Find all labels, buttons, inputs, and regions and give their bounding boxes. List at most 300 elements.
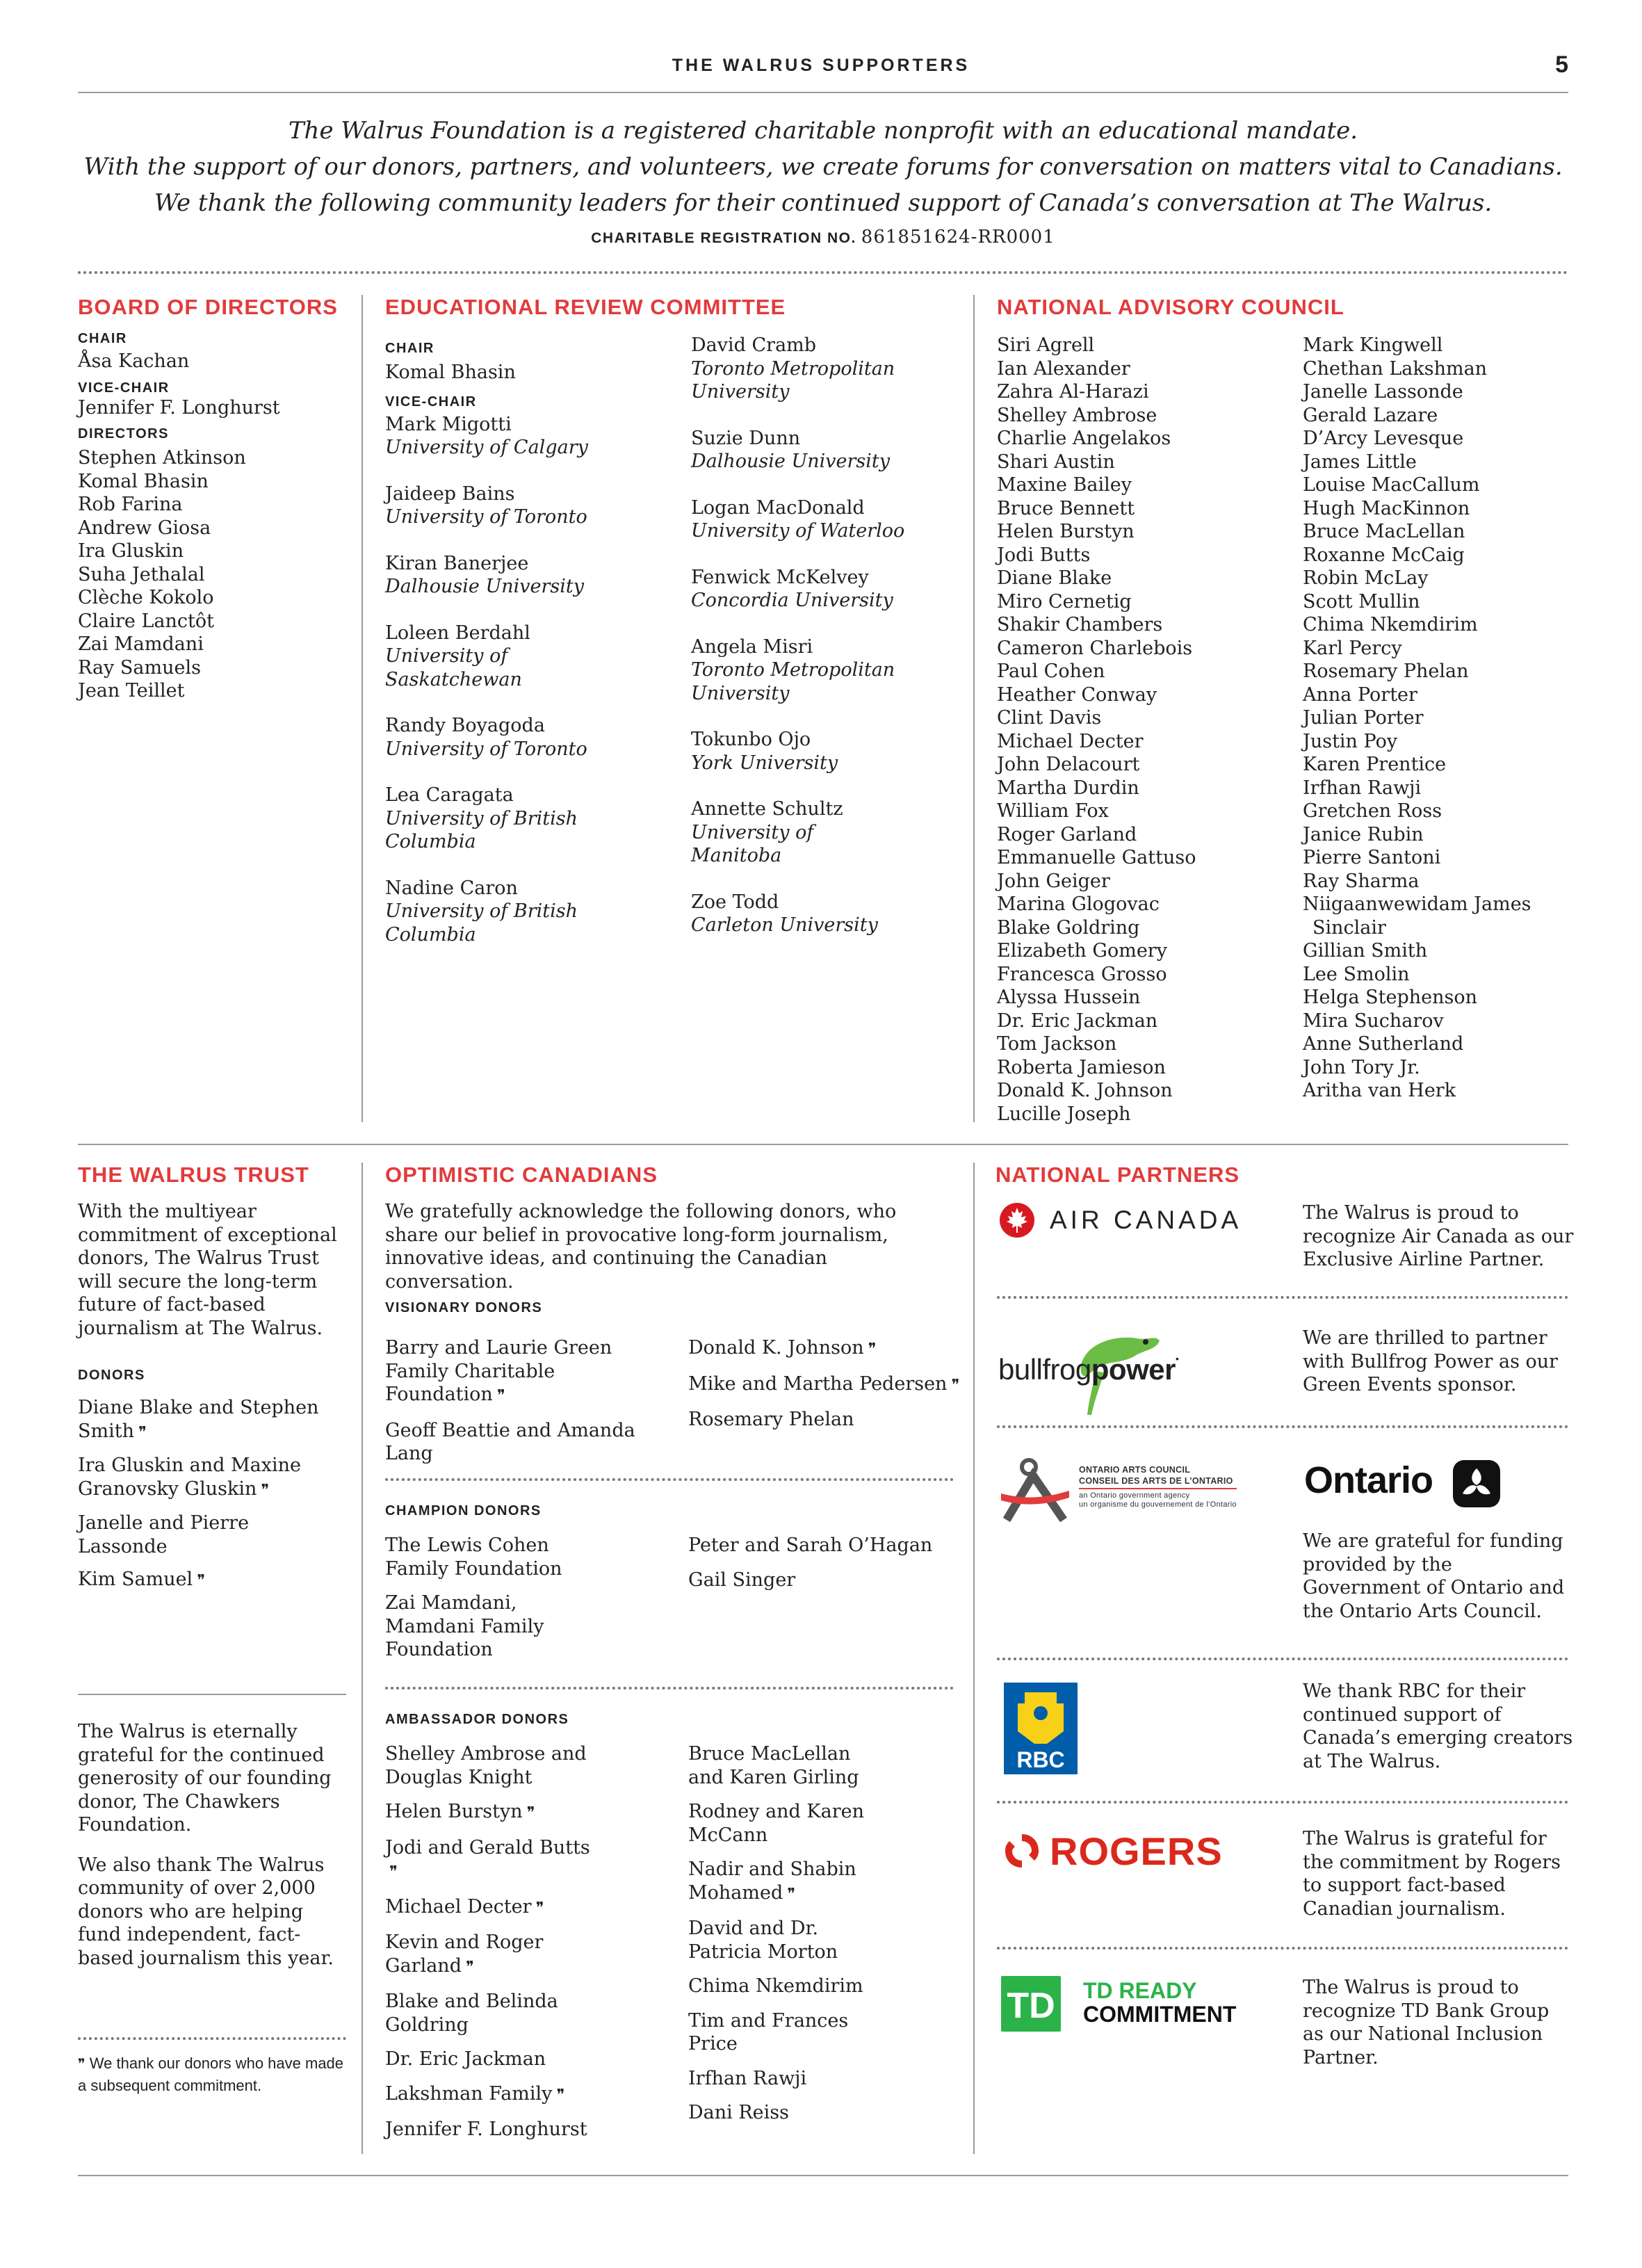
donor-entry — [688, 1336, 966, 1361]
heart-icon: ❞ — [496, 1387, 505, 1404]
donor-entry — [688, 1800, 890, 1847]
rogers-wordmark: ROGERS — [1050, 1829, 1223, 1873]
nac-member: Chethan Lakshman — [1303, 357, 1488, 380]
donor-entry — [385, 1742, 601, 1789]
erc-member-institution: University of Waterloo — [691, 520, 905, 542]
rogers-text: The Walrus is grateful for the commitment by Rogers to support fact-based Canadian journalism. — [1303, 1828, 1561, 1920]
erc-member — [691, 635, 969, 706]
donor-name: Lakshman Family — [385, 2082, 553, 2105]
erc-member-institution: University of British Columbia — [385, 807, 578, 852]
nac-member: John Geiger — [997, 870, 1110, 892]
donor-entry — [688, 1858, 890, 1906]
donor-name: Zai Mamdani, Mamdani Family Foundation — [385, 1592, 544, 1660]
donor-name: Jodi and Gerald Butts — [385, 1836, 590, 1858]
erc-member — [385, 877, 677, 947]
trust-thanks-text: We also thank The Walrus community of over 2,000 donors who are helping fund independent, fact-based journalism this year. — [78, 1854, 334, 1969]
nac-member: Bruce Bennett — [997, 497, 1135, 519]
nac-member: Niigaanwewidam James — [1303, 893, 1531, 915]
nac-member: James Little — [1303, 451, 1417, 473]
champion-column-1 — [385, 1534, 677, 1673]
rogers-logo — [1004, 1829, 1282, 1877]
nac-member: Mark Kingwell — [1303, 334, 1443, 356]
erc-member — [385, 784, 677, 854]
erc-member-name: Suzie Dunn — [691, 427, 801, 449]
nac-member: Charlie Angelakos — [997, 428, 1171, 449]
erc-member-name: Zoe Todd — [691, 891, 779, 913]
heart-icon: ❞ — [951, 1376, 960, 1394]
heart-icon: ❞ — [78, 2055, 86, 2072]
donor-name: The Lewis Cohen Family Foundation — [385, 1534, 562, 1580]
charitable-registration — [78, 227, 1568, 248]
donor-entry — [385, 2118, 601, 2141]
nac-member: Hugh MacKinnon — [1303, 497, 1470, 519]
ambassador-column-2 — [688, 1742, 966, 2136]
donor-name: Nadir and Shabin Mohamed — [688, 1858, 856, 1904]
partner-divider — [997, 1947, 1568, 1950]
nac-member: Julian Porter — [1303, 707, 1424, 729]
nac-member: Anna Porter — [1303, 683, 1417, 706]
walrus-trust — [78, 1163, 349, 1603]
heart-icon: ❞ — [535, 1899, 544, 1917]
erc-member — [385, 622, 677, 692]
rbc-text: We thank RBC for their continued support of Canada’s emerging creators at The Walrus. — [1303, 1680, 1573, 1772]
director-name: Komal Bhasin — [78, 470, 209, 492]
donor-name: Kim Samuel — [78, 1569, 193, 1590]
donor-name: David and Dr. Patricia Morton — [688, 1918, 838, 1963]
ontario-arts-council-logo — [1001, 1457, 1265, 1534]
erc-member-institution: York University — [691, 752, 838, 774]
nac-member: Shakir Chambers — [997, 614, 1163, 635]
donor-name: Tim and Frances Price — [688, 2009, 849, 2055]
erc-member-institution: Dalhousie University — [385, 576, 584, 597]
heart-icon: ❞ — [526, 1804, 535, 1822]
nac-member: Irfhan Rawji — [1303, 777, 1422, 799]
oac-line-3: an Ontario government agency — [1079, 1491, 1190, 1500]
donor-entry — [688, 1372, 966, 1398]
donor-name: Chima Nkemdirim — [688, 1975, 863, 1997]
erc-title: EDUCATIONAL REVIEW COMMITTEE — [385, 295, 786, 319]
footnote-divider — [78, 2037, 346, 2040]
director-name: Ray Samuels — [78, 656, 201, 679]
arts-text: We are grateful for funding provided by the Government of Ontario and the Ontario Arts Council. — [1303, 1530, 1565, 1622]
nac-member: Francesca Grosso — [997, 963, 1167, 985]
trust-gratitude — [78, 1720, 349, 1970]
director-name: Andrew Giosa — [78, 517, 211, 539]
erc-member-name: Tokunbo Ojo — [691, 729, 811, 750]
donor-entry — [78, 1396, 335, 1444]
donor-name: Bruce MacLellan and Karen Girling — [688, 1743, 859, 1788]
nac-member: Gillian Smith — [1303, 940, 1428, 962]
erc-member — [691, 496, 969, 543]
nac-member: Michael Decter — [997, 730, 1144, 752]
erc-member-institution: University of Calgary — [385, 437, 588, 458]
heart-icon: ❞ — [197, 1572, 206, 1589]
donor-entry — [78, 1568, 335, 1593]
donor-entry — [385, 1336, 656, 1408]
director-name: Suha Jethalal — [78, 563, 205, 585]
nac-member: Helga Stephenson — [1303, 987, 1477, 1008]
footer-rule — [78, 2175, 1568, 2176]
nac-member: Tom Jackson — [997, 1033, 1117, 1055]
nac-member: Lucille Joseph — [997, 1103, 1131, 1125]
erc-member-institution: Concordia University — [691, 590, 893, 611]
heart-icon: ❞ — [556, 2086, 565, 2104]
visionary-column-2 — [688, 1336, 966, 1443]
erc-member-name: Mark Migotti — [385, 413, 512, 435]
rbc-logo — [1004, 1683, 1079, 1774]
td-mark: TD — [1007, 1986, 1055, 2026]
erc-member-list — [385, 413, 677, 947]
nac-member: Bruce MacLellan — [1303, 521, 1465, 542]
erc-column-1 — [385, 341, 677, 969]
erc-member — [691, 334, 969, 404]
partner-divider — [997, 1296, 1568, 1299]
intro-statement — [78, 113, 1568, 221]
board-vice-chair: Jennifer F. Longhurst — [78, 396, 280, 419]
nac-member: D’Arcy Levesque — [1303, 428, 1464, 449]
trust-donor-list — [78, 1396, 349, 1593]
ontario-wordmark: Ontario — [1304, 1459, 1433, 1501]
erc-member — [385, 552, 677, 599]
heart-icon: ❞ — [261, 1481, 270, 1499]
trillium-icon — [1452, 1459, 1502, 1509]
column-divider — [361, 295, 363, 1122]
nac-member: Zahra Al-Harazi — [997, 381, 1149, 403]
intro-line: With the support of our donors, partners, and volunteers, we create forums for conversation on matters vital to Canadians. — [83, 153, 1563, 181]
intro-line: We thank the following community leaders for their continued support of Canada’s conversation at The Walrus. — [154, 189, 1493, 217]
nac-member: Janice Rubin — [1303, 823, 1424, 845]
oac-line-2: CONSEIL DES ARTS DE L’ONTARIO — [1079, 1475, 1237, 1489]
nac-member: Justin Poy — [1303, 730, 1398, 752]
nac-member: John Delacourt — [997, 754, 1140, 775]
visionary-donors-label: VISIONARY DONORS — [385, 1300, 543, 1315]
oac-line-1: ONTARIO ARTS COUNCIL — [1079, 1465, 1191, 1475]
erc-chair-label: CHAIR — [385, 341, 434, 356]
erc-member-institution: Carleton University — [691, 914, 878, 936]
erc-member-institution: University of Saskatchewan — [385, 645, 522, 690]
donor-name: Kevin and Roger Garland — [385, 1931, 544, 1977]
nac-member: Robin McLay — [1303, 567, 1429, 589]
erc-member-institution: Dalhousie University — [691, 451, 890, 472]
champion-column-2 — [688, 1534, 966, 1603]
trust-rule — [78, 1694, 346, 1695]
nac-member: Chima Nkemdirim — [1303, 614, 1478, 635]
donor-entry — [688, 1975, 890, 1998]
maple-leaf-icon — [998, 1201, 1036, 1239]
board-of-directors — [78, 295, 356, 703]
nac-member: Karl Percy — [1303, 637, 1402, 659]
rbc-wordmark: RBC — [1016, 1747, 1065, 1772]
nac-member: Siri Agrell — [997, 334, 1095, 356]
donor-entry — [385, 1836, 601, 1884]
td-wordmark — [1083, 1979, 1236, 2026]
ontario-logo — [1304, 1459, 1513, 1514]
erc-member-institution: Toronto Metropolitan University — [691, 659, 895, 704]
director-name: Clèche Kokolo — [78, 587, 214, 608]
nac-member: Shari Austin — [997, 451, 1115, 473]
donor-divider — [385, 1687, 954, 1690]
optimistic-description: We gratefully acknowledge the following donors, who share our belief in provocative long-form journalism, innovative ideas, and continuing the Canadian conversation. — [385, 1201, 897, 1293]
erc-vice-chair-label: VICE-CHAIR — [385, 394, 477, 410]
nac-member: Pierre Santoni — [1303, 847, 1441, 868]
donor-name: Peter and Sarah O’Hagan — [688, 1534, 933, 1556]
nac-member: Emmanuelle Gattuso — [997, 847, 1196, 868]
nac-column-2 — [1303, 334, 1581, 1103]
bullfrog-text: We are thrilled to partner with Bullfrog Power as our Green Events sponsor. — [1303, 1327, 1559, 1395]
heart-icon: ❞ — [787, 1885, 796, 1903]
erc-member-name: Nadine Caron — [385, 877, 518, 899]
director-name: Claire Lanctôt — [78, 610, 214, 632]
optimistic-canadians — [385, 1163, 955, 1293]
nac-member: Clint Davis — [997, 707, 1102, 729]
donor-entry — [385, 1591, 608, 1662]
td-wordmark-line-1: TD READY — [1083, 1978, 1197, 2003]
visionary-column-1 — [385, 1336, 677, 1477]
director-name: Zai Mamdani — [78, 633, 204, 655]
nac-title: NATIONAL ADVISORY COUNCIL — [997, 295, 1344, 319]
donor-entry — [688, 1534, 966, 1557]
heart-icon: ❞ — [868, 1340, 877, 1358]
bullfrog-wordmark-a: bullfrog — [998, 1353, 1091, 1386]
donor-name: Blake and Belinda Goldring — [385, 1991, 558, 2036]
nac-member: Shelley Ambrose — [997, 404, 1157, 426]
trust-description: With the multiyear commitment of exceptional donors, The Walrus Trust will secure the long-term future of fact-based journalism at The Walrus. — [78, 1201, 337, 1339]
td-shield-icon — [1001, 1976, 1061, 2032]
nac-member: Helen Burstyn — [997, 521, 1135, 542]
heart-icon: ❞ — [138, 1423, 147, 1441]
erc-member-name: Randy Boyagoda — [385, 715, 545, 736]
td-wordmark-line-2: COMMITMENT — [1083, 2002, 1237, 2027]
trust-grateful-text: The Walrus is eternally grateful for the continued generosity of our founding donor, The Chawkers Foundation. — [78, 1721, 332, 1836]
nac-member: Maxine Bailey — [997, 474, 1132, 496]
nac-member: Mira Sucharov — [1303, 1010, 1444, 1032]
donor-entry — [688, 1408, 966, 1432]
donor-entry — [385, 1895, 601, 1920]
national-advisory-council — [997, 295, 1567, 320]
donor-entry — [385, 1419, 656, 1466]
nac-member: William Fox — [997, 800, 1109, 822]
oac-line-4: un organisme du gouvernement de l’Ontario — [1079, 1500, 1237, 1509]
donor-entry — [385, 1534, 608, 1580]
erc-member-name: Lea Caragata — [385, 784, 514, 806]
nac-column-1 — [997, 334, 1289, 1126]
erc-member-institution: University of Toronto — [385, 506, 587, 528]
erc-member-name: Angela Misri — [691, 635, 813, 658]
nac-member: Jodi Butts — [997, 544, 1091, 566]
donor-entry — [78, 1454, 335, 1502]
nac-member: Diane Blake — [997, 567, 1112, 589]
erc-member-name: Loleen Berdahl — [385, 622, 530, 644]
donor-name: Dr. Eric Jackman — [385, 2048, 546, 2070]
donor-entry — [688, 2009, 890, 2056]
erc-member — [691, 891, 969, 937]
national-partners — [995, 1163, 1239, 1188]
donor-name: Shelley Ambrose and Douglas Knight — [385, 1743, 587, 1788]
donor-entry — [385, 1800, 601, 1825]
nac-member: Donald K. Johnson — [997, 1080, 1173, 1101]
erc-member-name: Logan MacDonald — [691, 496, 865, 519]
heart-icon: ❞ — [465, 1958, 474, 1976]
section-rule — [78, 1144, 1568, 1145]
nac-member: Louise MacCallum — [1303, 474, 1480, 496]
partner-divider — [997, 1658, 1568, 1660]
director-name: Rob Farina — [78, 494, 183, 515]
donor-name: Barry and Laurie Green Family Charitable Foundation — [385, 1337, 612, 1405]
donor-name: Irfhan Rawji — [688, 2067, 807, 2089]
column-divider — [361, 1163, 363, 2154]
page-header-title: THE WALRUS SUPPORTERS — [672, 56, 970, 75]
donor-entry — [385, 2048, 601, 2071]
donor-entry — [688, 2101, 890, 2125]
nac-member: Lee Smolin — [1303, 963, 1410, 985]
nac-member: Dr. Eric Jackman — [997, 1010, 1158, 1032]
donor-name: Michael Decter — [385, 1895, 532, 1918]
donor-entry — [385, 2082, 601, 2107]
donor-divider — [385, 1478, 954, 1481]
donor-entry — [688, 2067, 890, 2091]
erc-chair: Komal Bhasin — [385, 362, 516, 383]
erc-member — [691, 427, 969, 473]
bullfrog-wordmark-b: power — [1091, 1353, 1176, 1386]
air-canada-text: The Walrus is proud to recognize Air Canada as our Exclusive Airline Partner. — [1303, 1202, 1574, 1270]
erc-member — [385, 413, 677, 460]
donor-name: Gail Singer — [688, 1569, 796, 1591]
bullfrog-wordmark: bullfrogpower• — [998, 1353, 1179, 1386]
bullfrog-power-logo — [998, 1321, 1276, 1418]
educational-review-committee — [385, 295, 962, 320]
nac-member: John Tory Jr. — [1303, 1056, 1420, 1078]
td-logo — [1001, 1975, 1279, 2033]
nac-member: Sinclair — [1312, 916, 1386, 939]
rogers-swirl-icon — [1004, 1833, 1040, 1869]
donor-name: Jennifer F. Longhurst — [385, 2119, 587, 2140]
footnote-text: We thank our donors who have made a subsequent commitment. — [78, 2055, 344, 2094]
board-title: BOARD OF DIRECTORS — [78, 295, 338, 319]
donor-name: Janelle and Pierre Lassonde — [78, 1512, 250, 1557]
director-name: Stephen Atkinson — [78, 447, 246, 469]
nac-member: Ian Alexander — [997, 357, 1130, 380]
donor-name: Geoff Beattie and Amanda Lang — [385, 1419, 635, 1464]
erc-member-name: Fenwick McKelvey — [691, 566, 869, 588]
erc-member — [385, 714, 677, 761]
nac-member: Marina Glogovac — [997, 893, 1160, 915]
optimistic-title: OPTIMISTIC CANADIANS — [385, 1163, 658, 1187]
donor-name: Mike and Martha Pedersen — [688, 1372, 948, 1395]
donor-entry — [688, 1742, 890, 1789]
ambassador-column-1 — [385, 1742, 677, 2153]
board-directors-list — [78, 446, 356, 703]
air-canada-logo — [998, 1200, 1269, 1242]
page-number: 5 — [1555, 51, 1568, 78]
board-chair-label: CHAIR — [78, 331, 127, 346]
erc-member-list — [691, 334, 969, 937]
trust-donors-label: DONORS — [78, 1368, 145, 1383]
rbc-shield-icon — [1004, 1683, 1078, 1774]
nac-member: Paul Cohen — [997, 661, 1105, 682]
nac-member: Rosemary Phelan — [1303, 661, 1469, 682]
column-divider — [973, 1163, 975, 2154]
td-text: The Walrus is proud to recognize TD Bank Group as our National Inclusion Partner. — [1303, 1977, 1550, 2068]
erc-member-name: Kiran Banerjee — [385, 552, 529, 574]
board-vice-chair-label: VICE-CHAIR — [78, 380, 170, 396]
erc-member-name: Annette Schultz — [691, 798, 843, 820]
partner-divider — [997, 1425, 1568, 1428]
nac-member: Janelle Lassonde — [1303, 381, 1463, 403]
nac-member: Elizabeth Gomery — [997, 940, 1167, 962]
header-rule — [78, 92, 1568, 93]
column-divider — [973, 295, 975, 1122]
donor-name: Diane Blake and Stephen Smith — [78, 1397, 319, 1442]
oac-mark-icon — [1001, 1457, 1071, 1527]
donor-name: Dani Reiss — [688, 2102, 790, 2123]
intro-line: The Walrus Foundation is a registered charitable nonprofit with an educational mandate. — [288, 117, 1358, 145]
donor-entry — [385, 1931, 601, 1979]
nac-member: Martha Durdin — [997, 777, 1139, 799]
oac-text-block — [1079, 1464, 1237, 1509]
air-canada-wordmark: AIR CANADA — [1050, 1206, 1242, 1234]
nac-member: Anne Sutherland — [1303, 1033, 1464, 1055]
partners-title: NATIONAL PARTNERS — [995, 1163, 1240, 1187]
nac-member: Cameron Charlebois — [997, 637, 1193, 659]
erc-member-institution: Toronto Metropolitan University — [691, 357, 895, 403]
nac-member: Roberta Jamieson — [997, 1056, 1166, 1078]
board-chair: Åsa Kachan — [78, 350, 190, 372]
nac-member: Ray Sharma — [1303, 870, 1420, 892]
erc-member — [691, 797, 969, 868]
erc-member-name: Jaideep Bains — [385, 483, 515, 505]
erc-column-2 — [691, 334, 969, 960]
director-name: Ira Gluskin — [78, 540, 184, 562]
donor-name: Rodney and Karen McCann — [688, 1801, 864, 1846]
nac-member: Roger Garland — [997, 823, 1137, 845]
ambassador-donors-label: AMBASSADOR DONORS — [385, 1712, 569, 1727]
erc-member-institution: University of Manitoba — [691, 821, 814, 866]
nac-member: Alyssa Hussein — [997, 987, 1141, 1008]
erc-member — [691, 728, 969, 775]
donor-entry — [385, 1990, 601, 2036]
nac-member: Gerald Lazare — [1303, 404, 1438, 426]
donor-name: Donald K. Johnson — [688, 1337, 864, 1359]
erc-member-institution: University of Toronto — [385, 738, 587, 760]
donor-entry — [688, 1569, 966, 1592]
nac-member: Miro Cernetig — [997, 590, 1132, 613]
erc-member-name: David Cramb — [691, 334, 817, 356]
erc-member-institution: University of British Columbia — [385, 900, 578, 946]
heart-icon: ❞ — [389, 1863, 398, 1881]
nac-member: Blake Goldring — [997, 916, 1140, 939]
donor-entry — [78, 1512, 335, 1558]
nac-member: Roxanne McCaig — [1303, 544, 1465, 566]
erc-member — [691, 566, 969, 613]
nac-member: Gretchen Ross — [1303, 800, 1442, 822]
erc-member — [385, 483, 677, 529]
registration-label: CHARITABLE REGISTRATION NO. — [591, 230, 856, 246]
footnote — [78, 2052, 356, 2097]
director-name: Jean Teillet — [78, 680, 185, 702]
donor-name: Rosemary Phelan — [688, 1409, 854, 1430]
trust-title: THE WALRUS TRUST — [78, 1163, 309, 1187]
registration-number: 861851624-RR0001 — [861, 227, 1055, 248]
intro-divider — [78, 271, 1568, 274]
champion-donors-label: CHAMPION DONORS — [385, 1503, 542, 1518]
nac-member: Heather Conway — [997, 683, 1157, 706]
nac-member: Scott Mullin — [1303, 590, 1420, 613]
donor-name: Helen Burstyn — [385, 1801, 523, 1822]
nac-member: Karen Prentice — [1303, 754, 1447, 775]
partner-divider — [997, 1801, 1568, 1804]
donor-entry — [688, 1917, 890, 1963]
board-directors-label: DIRECTORS — [78, 426, 169, 442]
